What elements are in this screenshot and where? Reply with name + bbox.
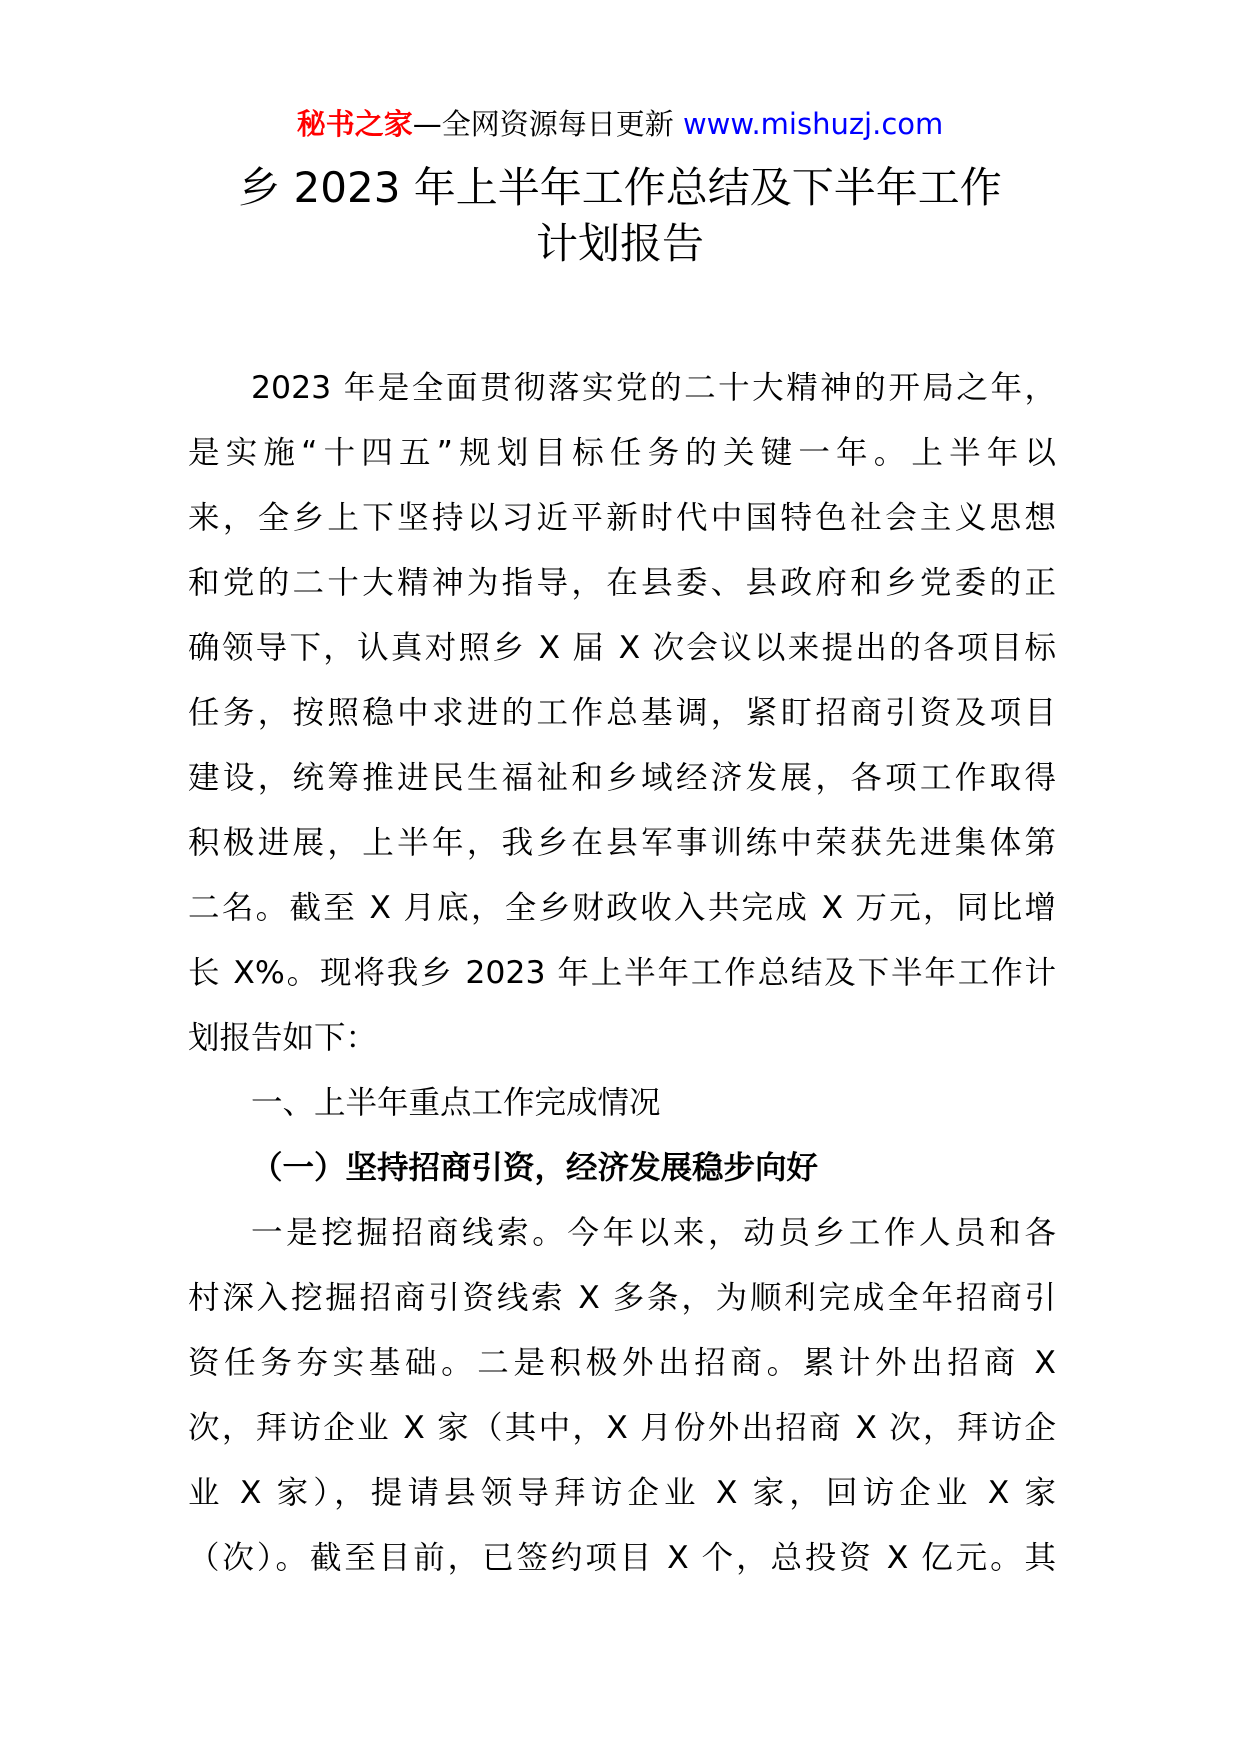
sub1-line: 次，拜访企业 X 家（其中，X 月份外出招商 X 次，拜访企: [188, 1410, 1056, 1446]
intro-line: 长 X%。现将我乡 2023 年上半年工作总结及下半年工作计: [188, 955, 1056, 991]
subsection-heading: （一）坚持招商引资，经济发展稳步向好: [251, 1150, 819, 1186]
intro-line: 是实施“十四五”规划目标任务的关键一年。上半年以: [188, 435, 1056, 471]
intro-line: 建设，统筹推进民生福祉和乡域经济发展，各项工作取得: [188, 760, 1056, 796]
sub1-line: 业 X 家），提请县领导拜访企业 X 家，回访企业 X 家: [188, 1475, 1056, 1511]
brand-name: 秘书之家: [296, 107, 413, 141]
intro-line: 任务，按照稳中求进的工作总基调，紧盯招商引资及项目: [188, 695, 1056, 731]
site-header: [0, 104, 1240, 144]
intro-line: 确领导下，认真对照乡 X 届 X 次会议以来提出的各项目标: [188, 630, 1056, 666]
document-title: [150, 160, 1090, 272]
intro-line: 2023 年是全面贯彻落实党的二十大精神的开局之年，: [251, 370, 1056, 406]
title-line-2: 计划报告: [535, 219, 704, 268]
section-heading: 一、上半年重点工作完成情况: [251, 1085, 661, 1121]
header-slogan: —全网资源每日更新: [412, 107, 683, 141]
intro-line: 划报告如下：: [188, 1020, 378, 1056]
intro-line: 积极进展，上半年，我乡在县军事训练中荣获先进集体第: [188, 825, 1056, 861]
intro-line: 和党的二十大精神为指导，在县委、县政府和乡党委的正: [188, 565, 1056, 601]
intro-line: 二名。截至 X 月底，全乡财政收入共完成 X 万元，同比增: [188, 890, 1056, 926]
website-link[interactable]: www.mishuzj.com: [682, 107, 944, 141]
sub1-line: （次）。截至目前，已签约项目 X 个，总投资 X 亿元。其: [188, 1540, 1056, 1576]
intro-line: 来，全乡上下坚持以习近平新时代中国特色社会主义思想: [188, 500, 1056, 536]
sub1-line: 村深入挖掘招商引资线索 X 多条，为顺利完成全年招商引: [188, 1280, 1056, 1316]
sub1-line: 一是挖掘招商线索。今年以来，动员乡工作人员和各: [251, 1215, 1056, 1251]
sub1-line: 资任务夯实基础。二是积极外出招商。累计外出招商 X: [188, 1345, 1056, 1381]
document-body: [188, 356, 1056, 1591]
title-line-1: 乡 2023 年上半年工作总结及下半年工作: [238, 163, 1002, 212]
